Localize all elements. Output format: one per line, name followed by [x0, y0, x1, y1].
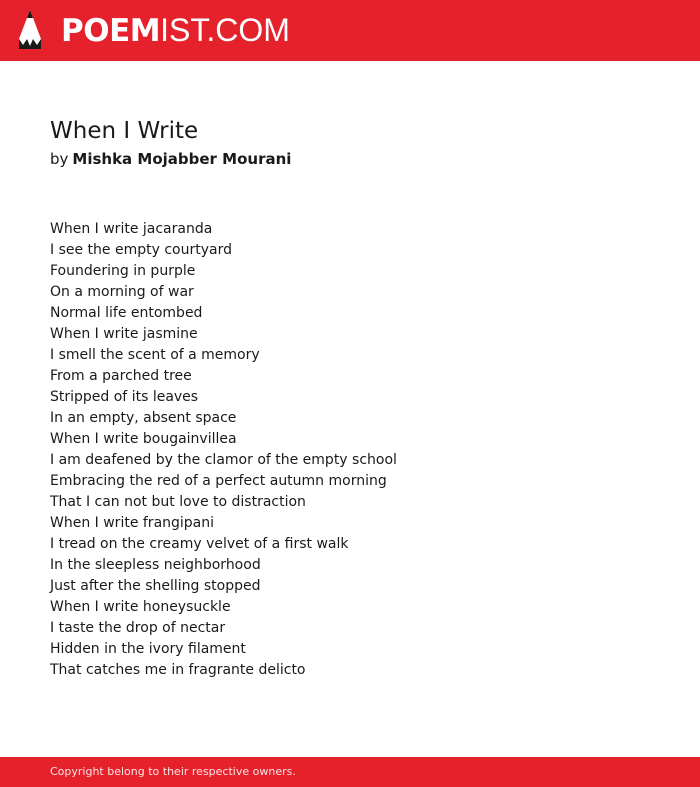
poem-line: I tread on the creamy velvet of a first walk [50, 536, 349, 552]
poem-line: Normal life entombed [50, 305, 203, 321]
poem-line: On a morning of war [50, 284, 194, 300]
logo-brand-light: IST.COM [160, 12, 290, 48]
poem-line: I am deafened by the clamor of the empty school [50, 452, 397, 468]
copyright-text: Copyright belong to their respective owners. [50, 765, 296, 778]
poem-line: That catches me in fragrante delicto [50, 662, 306, 678]
logo-brand-bold: POEM [61, 13, 161, 49]
poem-line: When I write bougainvillea [50, 431, 237, 447]
poem-body [50, 219, 397, 681]
poem-line: I smell the scent of a memory [50, 347, 260, 363]
poem-line: When I write honeysuckle [50, 599, 231, 615]
poem-line: I see the empty courtyard [50, 242, 232, 258]
poem-line: In an empty, absent space [50, 410, 237, 426]
site-logo[interactable] [61, 12, 290, 49]
poem-line: Hidden in the ivory filament [50, 641, 246, 657]
poem-line: Just after the shelling stopped [50, 578, 261, 594]
poem-line: From a parched tree [50, 368, 192, 384]
poem-line: That I can not but love to distraction [50, 494, 306, 510]
poem-line: Stripped of its leaves [50, 389, 199, 405]
poem-line: Foundering in purple [50, 263, 196, 279]
poem-line: When I write jacaranda [50, 221, 213, 237]
pen-nib-icon [17, 9, 43, 51]
poem-line: When I write frangipani [50, 515, 215, 531]
author-name: Mishka Mojabber Mourani [72, 150, 292, 168]
poem-line: I taste the drop of nectar [50, 620, 226, 636]
poem-line: In the sleepless neighborhood [50, 557, 261, 573]
poem-line: When I write jasmine [50, 326, 198, 342]
by-label: by [50, 150, 69, 168]
byline [50, 148, 291, 170]
poem-line: Embracing the red of a perfect autumn morning [50, 473, 387, 489]
site-header [0, 0, 700, 61]
site-footer [0, 757, 700, 787]
poem-title: When I Write [50, 118, 199, 144]
